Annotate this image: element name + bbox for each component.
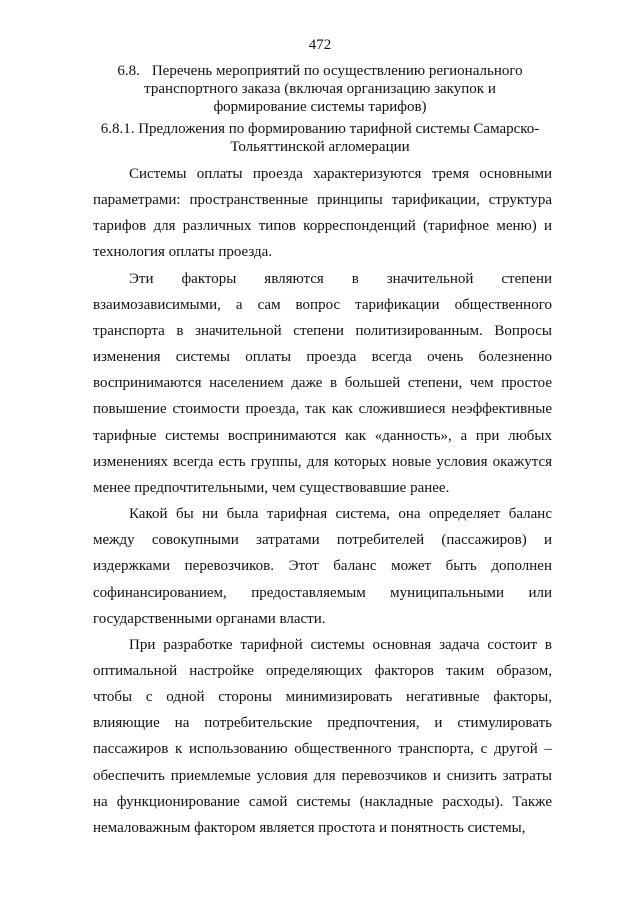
body-text xyxy=(93,161,552,841)
page-number: 472 xyxy=(308,37,332,53)
paragraph: При разработке тарифной системы основная задача состоит в оптимальной настройке определяющих факторов таким образом, чтобы с одной стороны минимизировать негативные факторы, влияющие на потребительские предпочтения, и стимулировать пассажиров к использованию общественного транспорта, с другой – обеспечить приемлемые условия для перевозчиков и снизить затраты на функционирование самой системы (накладные расходы). Также немаловажным фактором является простота и понятность системы, xyxy=(93,636,552,836)
section-number: 6.8. xyxy=(117,63,140,79)
paragraph: Какой бы ни была тарифная система, она определяет баланс между совокупными затратами потребителей (пассажиров) и издержками перевозчиков. Этот баланс может быть дополнен софинансированием, предоставляемым муниципальными или государственными органами власти. xyxy=(93,506,552,627)
subsection-heading: 6.8.1. Предложения по формированию тарифной системы Самарско-Тольяттинской агломерации xyxy=(100,121,540,155)
section-heading xyxy=(98,62,542,116)
paragraph: Эти факторы являются в значительной степени взаимозависимыми, а сам вопрос тарификации общественного транспорта в значительной степени политизированным. Вопросы изменения системы оплаты проезда всегда очень болезненно воспринимаются населением даже в большей степени, чем простое повышение стоимости проезда, так как сложившиеся неэффективные тарифные системы воспринимаются как «данность», а при любых изменениях всегда есть группы, для которых новые условия окажутся менее предпочтительными, чем существовавшие ранее. xyxy=(93,270,552,496)
section-title: Перечень мероприятий по осуществлению регионального транспортного заказа (включая организацию закупок и формирование системы тарифов) xyxy=(144,63,523,115)
paragraph: Системы оплаты проезда характеризуются тремя основными параметрами: пространственные принципы тарификации, структура тарифов для различных типов корреспонденций (тарифное меню) и технология оплаты проезда. xyxy=(93,166,552,261)
